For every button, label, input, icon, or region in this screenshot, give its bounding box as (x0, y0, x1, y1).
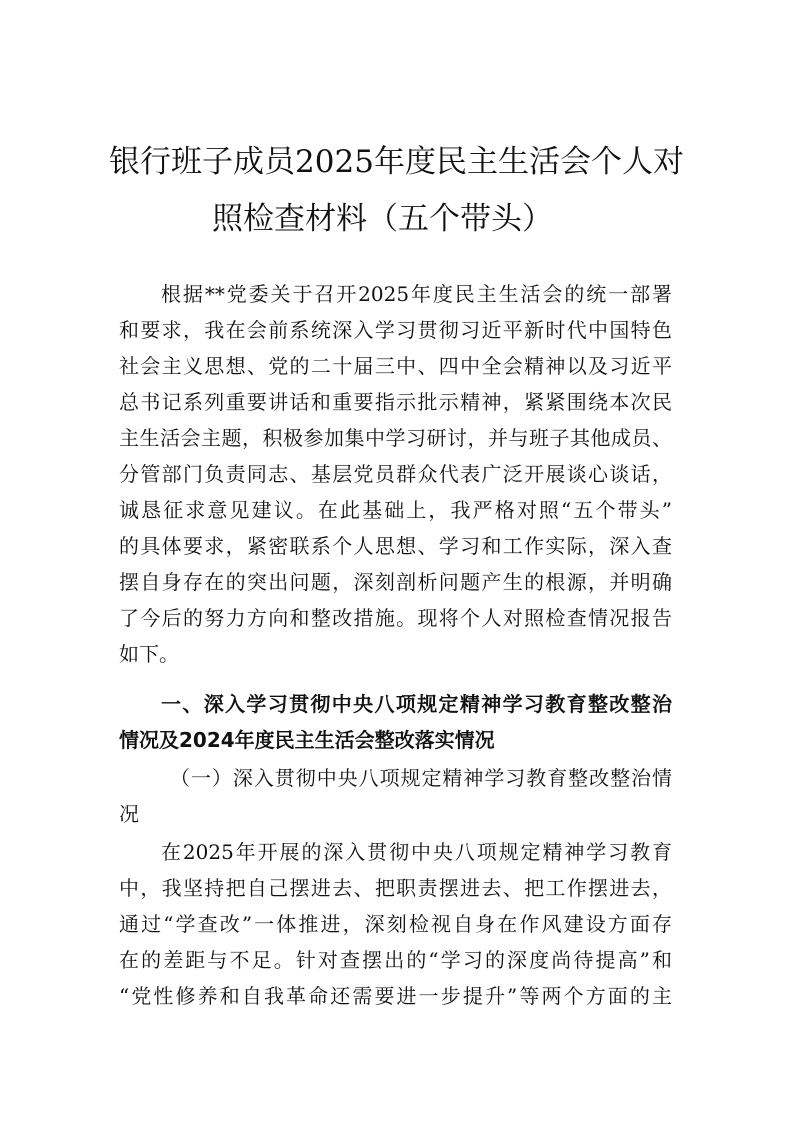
paragraph-line: “党性修养和自我革命还需要进一步提升”等两个方面的主 (119, 984, 672, 1008)
document-title-line-2: 照检查材料（五个带头） (212, 201, 553, 237)
subsection-heading-1: 况 (119, 802, 139, 826)
intro-line: 总书记系列重要讲话和重要指示批示精神，紧紧围绕本次民 (119, 390, 672, 414)
intro-line: 了今后的努力方向和整改措施。现将个人对照检查情况报告 (119, 606, 672, 630)
paragraph-line: 在2025年开展的深入贯彻中央八项规定精神学习教育 (161, 840, 672, 864)
intro-line: 和要求，我在会前系统深入学习贯彻习近平新时代中国特色 (119, 318, 672, 342)
intro-line: 分管部门负责同志、基层党员群众代表广泛开展谈心谈话， (119, 462, 672, 486)
intro-line: 的具体要求，紧密联系个人思想、学习和工作实际，深入查 (119, 534, 672, 558)
intro-line: 主生活会主题，积极参加集中学习研讨，并与班子其他成员、 (119, 426, 672, 450)
subsection-heading-1: （一）深入贯彻中央八项规定精神学习教育整改整治情 (170, 766, 672, 790)
document-title-line-1: 银行班子成员2025年度民主生活会个人对 (109, 144, 684, 180)
section-heading-1: 情况及2024年度民主生活会整改落实情况 (119, 728, 495, 752)
paragraph-line: 在的差距与不足。针对查摆出的“学习的深度尚待提高”和 (119, 948, 672, 972)
intro-line: 社会主义思想、党的二十届三中、四中全会精神以及习近平 (119, 354, 672, 378)
section-heading-1: 一、深入学习贯彻中央八项规定精神学习教育整改整治 (161, 692, 672, 716)
paragraph-line: 中，我坚持把自己摆进去、把职责摆进去、把工作摆进去， (119, 876, 672, 900)
paragraph-line: 通过“学查改”一体推进，深刻检视自身在作风建设方面存 (119, 912, 672, 936)
intro-line: 如下。 (119, 642, 179, 666)
intro-line: 摆自身存在的突出问题，深刻剖析问题产生的根源，并明确 (119, 570, 672, 594)
intro-line: 诚恳征求意见建议。在此基础上，我严格对照“五个带头” (119, 498, 672, 522)
intro-line: 根据**党委关于召开2025年度民主生活会的统一部署 (161, 282, 672, 306)
